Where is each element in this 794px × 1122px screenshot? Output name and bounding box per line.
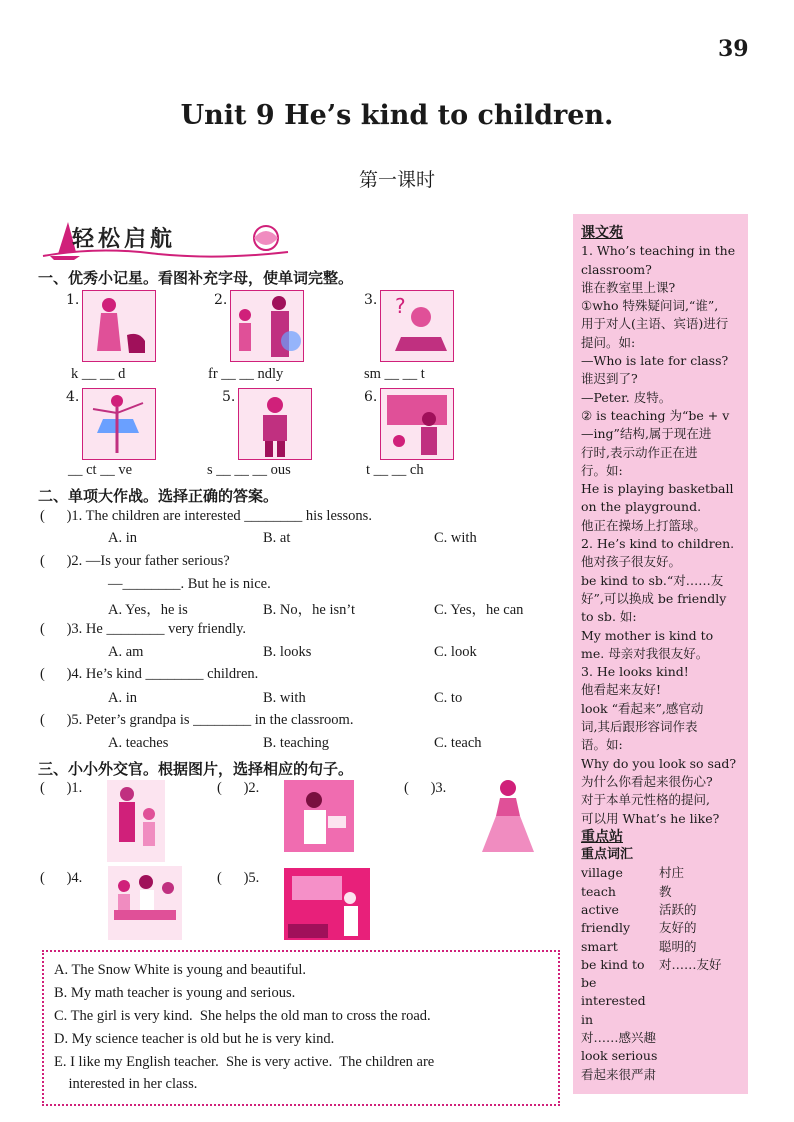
item-number: 4. bbox=[66, 389, 80, 405]
kind-picture bbox=[82, 290, 156, 362]
option-b: B. teaching bbox=[263, 735, 330, 751]
vocab-meaning: 村庄 bbox=[659, 865, 685, 881]
english-class-picture bbox=[284, 868, 370, 940]
match-item-2: ( )2. bbox=[217, 780, 260, 796]
sidebar-note-line: 好”,可以换成 be friendly bbox=[581, 590, 727, 606]
sidebar-note-line: 他正在操场上打篮球。 bbox=[581, 517, 707, 533]
item-number: 2. bbox=[214, 292, 228, 308]
vocab-row bbox=[581, 864, 743, 882]
item-number: 3. bbox=[364, 292, 378, 308]
sidebar-note-line: be kind to sb.“对……友 bbox=[581, 572, 724, 588]
section3-heading: 三、小小外交官。根据图片，选择相应的句子。 bbox=[38, 760, 354, 778]
sidebar-note-line: 词,其后跟形容词作表 bbox=[581, 719, 698, 735]
option-b: B. with bbox=[263, 690, 306, 706]
serious-picture bbox=[238, 388, 312, 460]
option-a: A. in bbox=[108, 690, 137, 706]
word-blank: t __ __ ch bbox=[366, 462, 424, 478]
vocab-word: friendly bbox=[581, 920, 631, 936]
vocab-meaning: 友好的 bbox=[659, 920, 697, 936]
answer-option-b: B. My math teacher is young and serious. bbox=[54, 985, 296, 1001]
vocab-word: village bbox=[581, 865, 623, 881]
match-item-4: ( )4. bbox=[40, 870, 83, 886]
question-2-reply: —________. But he is nice. bbox=[108, 576, 271, 592]
sidebar-note-line: 他对孩子很友好。 bbox=[581, 554, 682, 570]
item-number: 1. bbox=[66, 292, 80, 308]
vocab-meaning: 对……友好 bbox=[659, 956, 722, 972]
sidebar-note-line: 提问。如: bbox=[581, 334, 636, 350]
sidebar-note-line: look “看起来”,感官动 bbox=[581, 700, 704, 716]
banner-title: 轻松启航 bbox=[72, 226, 177, 252]
option-a: A. Yes，he is bbox=[108, 602, 188, 618]
vocab-row bbox=[581, 1066, 743, 1084]
option-b: B. No，he isn’t bbox=[263, 602, 355, 618]
sidebar-note-line: He is playing basketball bbox=[581, 481, 734, 497]
answer-option-d: D. My science teacher is old but he is very kind. bbox=[54, 1031, 335, 1047]
item-number: 6. bbox=[364, 389, 378, 405]
sidebar-note-line: 为什么你看起来很伤心? bbox=[581, 773, 713, 789]
vocab-word: teach bbox=[581, 883, 616, 899]
option-c: C. Yes，he can bbox=[434, 602, 524, 618]
smart-picture bbox=[380, 290, 454, 362]
vocab-meaning: 聪明的 bbox=[659, 938, 697, 954]
option-a: A. in bbox=[108, 530, 137, 546]
sidebar-note-line: ①who 特殊疑问词,“谁”, bbox=[581, 298, 719, 314]
vocab-row bbox=[581, 901, 743, 919]
sidebar-note-line: to sb. 如: bbox=[581, 609, 637, 625]
vocab-word: 看起来很严肃 bbox=[581, 1066, 657, 1082]
sidebar-note-line: 谁在教室里上课? bbox=[581, 279, 676, 295]
sidebar-note-line: ② is teaching 为“be + v bbox=[581, 407, 730, 423]
page-number: 39 bbox=[718, 36, 749, 62]
match-item-3: ( )3. bbox=[404, 780, 447, 796]
option-c: C. look bbox=[434, 644, 477, 660]
friendly-picture bbox=[230, 290, 304, 362]
word-blank: s __ __ __ ous bbox=[207, 462, 291, 478]
vocab-row bbox=[581, 919, 743, 937]
question-5: ( )5. Peter’s grandpa is ________ in the classroom. bbox=[40, 712, 354, 728]
vocab-word: be kind to bbox=[581, 956, 645, 972]
answer-option-c: C. The girl is very kind. She helps the old man to cross the road. bbox=[54, 1008, 431, 1024]
sidebar-note-line: —ing”结构,属于现在进 bbox=[581, 426, 712, 442]
sidebar-note-line: 行时,表示动作正在进 bbox=[581, 444, 698, 460]
option-b: B. looks bbox=[263, 644, 312, 660]
vocab-row bbox=[581, 883, 743, 901]
vocab-row bbox=[581, 974, 743, 1029]
option-c: C. teach bbox=[434, 735, 482, 751]
vocab-row bbox=[581, 1029, 743, 1047]
question-3: ( )3. He ________ very friendly. bbox=[40, 621, 247, 637]
word-blank: k __ __ d bbox=[71, 366, 126, 382]
vocab-row bbox=[581, 956, 743, 974]
sidebar-note-line: 对于本单元性格的提问, bbox=[581, 792, 710, 808]
answer-option-a: A. The Snow White is young and beautiful. bbox=[54, 962, 306, 978]
sidebar-note-line: —Who is late for class? bbox=[581, 353, 729, 369]
sidebar-heading: 课文苑 bbox=[581, 225, 623, 241]
vocab-word: smart bbox=[581, 938, 618, 954]
item-number: 5. bbox=[222, 389, 236, 405]
sidebar-note-line: 1. Who’s teaching in the bbox=[581, 243, 736, 259]
sidebar-note-line: on the playground. bbox=[581, 499, 702, 515]
option-a: A. teaches bbox=[108, 735, 169, 751]
question-2: ( )2. —Is your father serious? bbox=[40, 553, 230, 569]
unit-title: Unit 9 He’s kind to children. bbox=[180, 100, 614, 131]
sidebar-note-line: 可以用 What’s he like? bbox=[581, 810, 720, 826]
vocab-word: 对……感兴趣 bbox=[581, 1030, 657, 1046]
sidebar-note-line: 谁迟到了? bbox=[581, 371, 638, 387]
sidebar-note-line: —Peter. 皮特。 bbox=[581, 389, 672, 405]
snow-white-picture bbox=[478, 776, 538, 856]
answer-option-e: E. I like my English teacher. She is very active. The children are bbox=[54, 1054, 435, 1070]
option-c: C. to bbox=[434, 690, 463, 706]
sidebar-heading-2: 重点站 bbox=[581, 828, 623, 845]
word-blank: fr __ __ ndly bbox=[208, 366, 284, 382]
option-a: A. am bbox=[108, 644, 144, 660]
sidebar-note-line: 语。如: bbox=[581, 737, 623, 753]
sidebar-note-line: classroom? bbox=[581, 261, 652, 277]
old-man-girl-picture bbox=[107, 780, 165, 862]
vocab-row bbox=[581, 938, 743, 956]
section2-heading: 二、单项大作战。选择正确的答案。 bbox=[38, 487, 279, 505]
vocab-row bbox=[581, 1047, 743, 1065]
option-b: B. at bbox=[263, 530, 291, 546]
sidebar-note-line: 他看起来友好! bbox=[581, 682, 662, 698]
vocab-word: active bbox=[581, 901, 619, 917]
match-item-1: ( )1. bbox=[40, 780, 83, 796]
section1-heading: 一、优秀小记星。看图补充字母，使单词完整。 bbox=[38, 269, 354, 287]
vocab-meaning: 活跃的 bbox=[659, 901, 697, 917]
sidebar-note-line: Why do you look so sad? bbox=[581, 755, 737, 771]
vocab-word: look serious bbox=[581, 1048, 658, 1064]
sidebar-note-line: 2. He’s kind to children. bbox=[581, 536, 735, 552]
science-class-picture bbox=[108, 866, 182, 940]
teach-picture bbox=[380, 388, 454, 460]
vocab-word: be interested in bbox=[581, 975, 646, 1027]
active-picture bbox=[82, 388, 156, 460]
question-1: ( )1. The children are interested ________ his lessons. bbox=[40, 508, 372, 524]
answer-option-e-cont: interested in her class. bbox=[54, 1076, 198, 1092]
vocab-meaning: 教 bbox=[659, 883, 672, 899]
sidebar-note-line: 用于对人(主语、宾语)进行 bbox=[581, 316, 729, 332]
match-item-5: ( )5. bbox=[217, 870, 260, 886]
lesson-title: 第一课时 bbox=[358, 169, 435, 191]
option-c: C. with bbox=[434, 530, 477, 546]
question-4: ( )4. He’s kind ________ children. bbox=[40, 666, 259, 682]
sidebar-subheading: 重点词汇 bbox=[581, 847, 634, 863]
sidebar-note-line: 行。如: bbox=[581, 462, 623, 478]
sidebar-note-line: me. 母亲对我很友好。 bbox=[581, 645, 709, 661]
svg-text:?: ? bbox=[395, 294, 406, 318]
word-blank: sm __ __ t bbox=[364, 366, 425, 382]
word-blank: __ ct __ ve bbox=[68, 462, 133, 478]
sidebar-note-line: My mother is kind to bbox=[581, 627, 714, 643]
sidebar-note-line: 3. He looks kind! bbox=[581, 664, 689, 680]
notes-sidebar bbox=[573, 214, 748, 1094]
math-teacher-picture bbox=[284, 780, 354, 852]
